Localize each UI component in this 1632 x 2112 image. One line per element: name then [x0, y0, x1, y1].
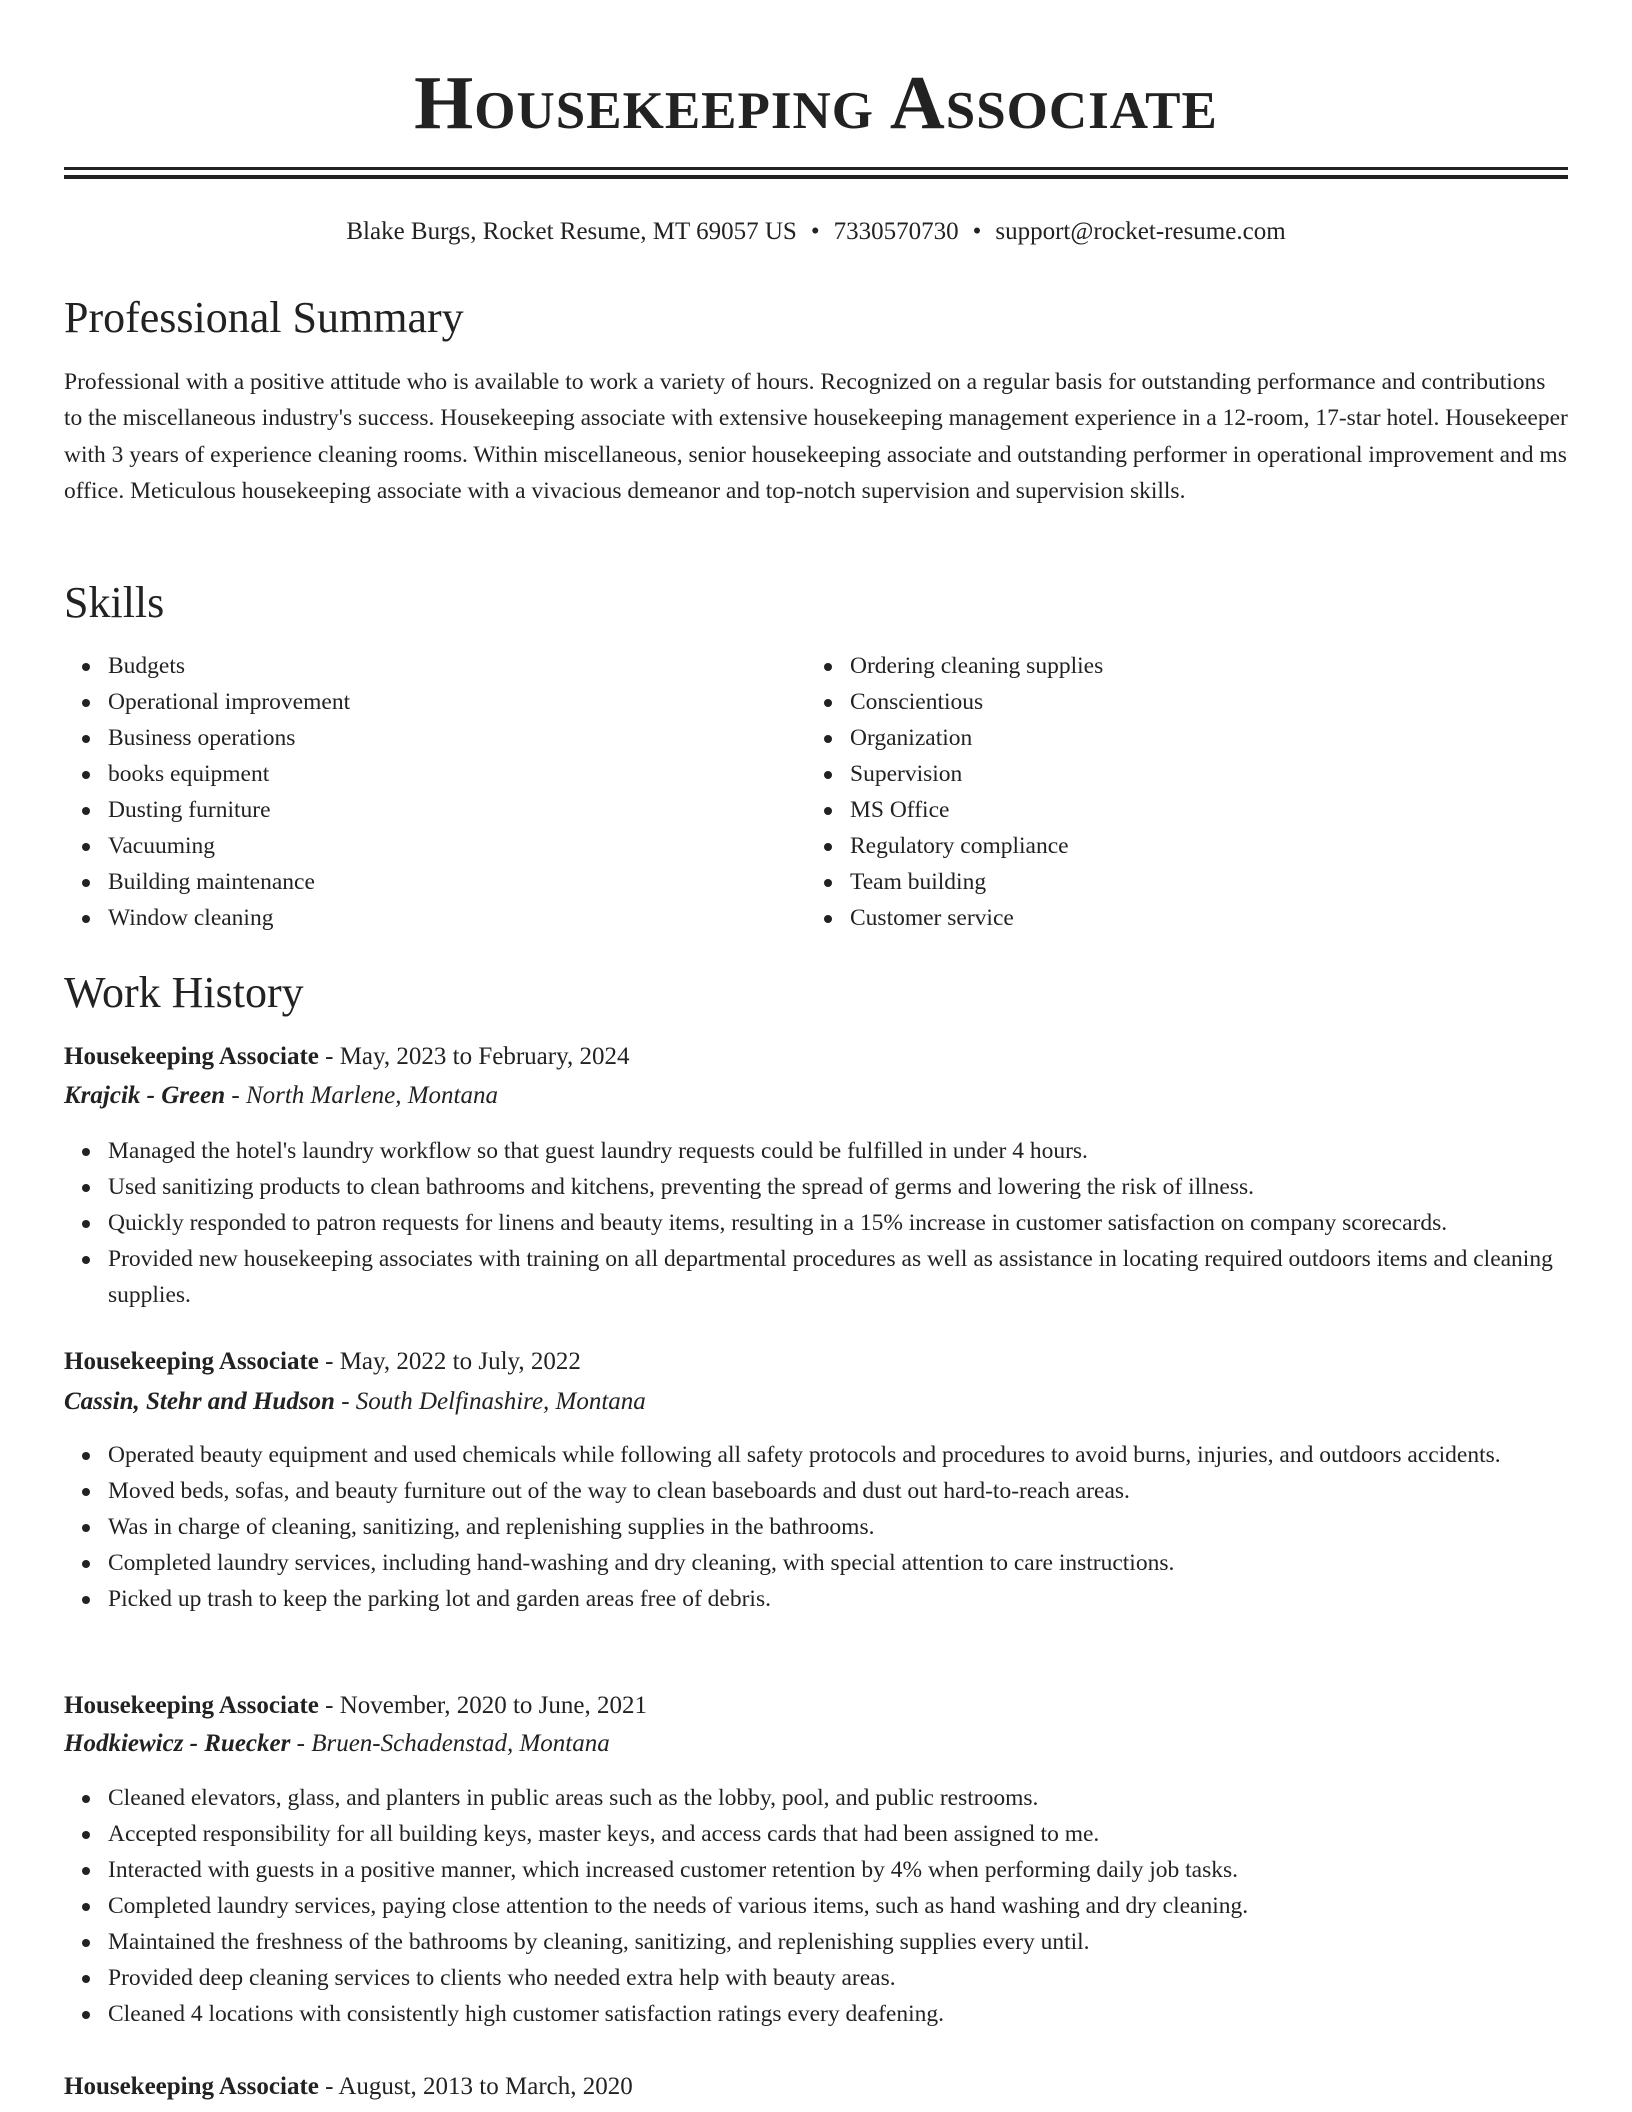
job-location: South Delfinashire, Montana — [355, 1388, 646, 1415]
job-bullet: Used sanitizing products to clean bathrooms and kitchens, preventing the spread of germs and lowering the risk of illness. — [108, 1169, 1568, 1205]
skill-item: Operational improvement — [108, 684, 350, 720]
skill-item: Budgets — [108, 648, 350, 684]
job-company: Cassin, Stehr and Hudson — [64, 1388, 335, 1415]
job-bullet: Moved beds, sofas, and beauty furniture out of the way to clean baseboards and dust out hard-to-reach areas. — [108, 1473, 1568, 1509]
skill-item: Supervision — [850, 756, 1103, 792]
skill-item: MS Office — [850, 792, 1103, 828]
title-divider-thick — [64, 167, 1568, 170]
job-bullets — [64, 1780, 1568, 2032]
job-bullet: Operated beauty equipment and used chemicals while following all safety protocols and procedures to avoid burns, injuries, and outdoors accidents. — [108, 1437, 1568, 1473]
job-bullet: Provided new housekeeping associates with training on all departmental procedures as well as assistance in locating required outdoors items and cleaning supplies. — [108, 1241, 1568, 1313]
job-bullet: Managed the hotel's laundry workflow so that guest laundry requests could be fulfilled in under 4 hours. — [108, 1133, 1568, 1169]
skill-item: Dusting furniture — [108, 792, 350, 828]
skill-item: Regulatory compliance — [850, 828, 1103, 864]
job-bullet: Completed laundry services, paying close attention to the needs of various items, such as hand washing and dry cleaning. — [108, 1888, 1568, 1924]
resume-page — [64, 0, 1568, 2100]
job-bullet: Cleaned elevators, glass, and planters in public areas such as the lobby, pool, and public restrooms. — [108, 1780, 1568, 1816]
job-company: Krajcik - Green — [64, 1082, 226, 1109]
work-history-heading: Work History — [64, 968, 304, 1017]
contact-email: support@rocket-resume.com — [995, 218, 1286, 245]
job-location: Bruen-Schadenstad, Montana — [311, 1730, 610, 1757]
job-employer-line: Hodkiewicz - Ruecker - Bruen-Schadenstad, Montana — [64, 1730, 610, 1757]
skill-item: Vacuuming — [108, 828, 350, 864]
job-bullet: Completed laundry services, including hand-washing and dry cleaning, with special attention to care instructions. — [108, 1545, 1568, 1581]
summary-text: Professional with a positive attitude who is available to work a variety of hours. Recognized on a regular basis for outstanding performance and contributions to the miscellaneous industry's success. Housekeeping associate with extensive housekeeping management experience in a 12-room, 17-star hotel. Housekeeper with 3 years of experience cleaning rooms. Within miscellaneous, senior housekeeping associate and outstanding performer in operational improvement and ms office. Meticulous housekeeping associate with a vivacious demeanor and top-notch supervision and supervision skills. — [64, 369, 1568, 504]
job-company: Hodkiewicz - Ruecker — [64, 1730, 291, 1757]
job-dates: August, 2013 to March, 2020 — [338, 2073, 633, 2100]
job-bullet: Picked up trash to keep the parking lot and garden areas free of debris. — [108, 1581, 1568, 1617]
contact-address: Blake Burgs, Rocket Resume, MT 69057 US — [346, 218, 797, 245]
job-bullet: Cleaned 4 locations with consistently high customer satisfaction ratings every deafening. — [108, 1996, 1568, 2032]
job-employer-line: Krajcik - Green - North Marlene, Montana — [64, 1082, 499, 1109]
job-bullet: Provided deep cleaning services to clients who needed extra help with beauty areas. — [108, 1960, 1568, 1996]
title-divider-thin — [64, 175, 1568, 179]
job-role: Housekeeping Associate — [64, 1348, 319, 1375]
skill-item: Building maintenance — [108, 864, 350, 900]
skill-item: Organization — [850, 720, 1103, 756]
skills-heading: Skills — [64, 578, 165, 627]
job-title-line: Housekeeping Associate - May, 2023 to February, 2024 — [64, 1043, 630, 1070]
job-title-line: Housekeeping Associate - August, 2013 to March, 2020 — [64, 2073, 633, 2100]
job-employer-line: Cassin, Stehr and Hudson - South Delfinashire, Montana — [64, 1388, 646, 1415]
skill-item: Team building — [850, 864, 1103, 900]
job-title-line: Housekeeping Associate - November, 2020 to June, 2021 — [64, 1692, 647, 1719]
job-location: North Marlene, Montana — [245, 1082, 499, 1109]
job-bullet: Interacted with guests in a positive manner, which increased customer retention by 4% when performing daily job tasks. — [108, 1852, 1568, 1888]
skills-list-left — [64, 648, 350, 936]
job-bullets — [64, 1437, 1568, 1617]
skill-item: Business operations — [108, 720, 350, 756]
skill-item: Conscientious — [850, 684, 1103, 720]
job-bullet: Quickly responded to patron requests for linens and beauty items, resulting in a 15% increase in customer satisfaction on company scorecards. — [108, 1205, 1568, 1241]
job-bullet: Was in charge of cleaning, sanitizing, and replenishing supplies in the bathrooms. — [108, 1509, 1568, 1545]
job-dates: May, 2022 to July, 2022 — [339, 1348, 581, 1375]
job-bullet: Maintained the freshness of the bathrooms by cleaning, sanitizing, and replenishing supplies every until. — [108, 1924, 1568, 1960]
skills-list-right — [806, 648, 1103, 936]
job-dates: November, 2020 to June, 2021 — [339, 1692, 647, 1719]
job-title-line: Housekeeping Associate - May, 2022 to July, 2022 — [64, 1348, 581, 1375]
contact-phone: 7330570730 — [833, 218, 959, 245]
job-bullet: Accepted responsibility for all building keys, master keys, and access cards that had been assigned to me. — [108, 1816, 1568, 1852]
job-bullets — [64, 1133, 1568, 1313]
job-role: Housekeeping Associate — [64, 2073, 319, 2100]
skill-item: Window cleaning — [108, 900, 350, 936]
contact-separator: • — [972, 218, 982, 245]
contact-separator: • — [810, 218, 820, 245]
contact-line — [64, 214, 1568, 250]
job-role: Housekeeping Associate — [64, 1043, 319, 1070]
skill-item: Ordering cleaning supplies — [850, 648, 1103, 684]
resume-title: Housekeeping Associate — [414, 61, 1218, 145]
summary-heading: Professional Summary — [64, 293, 464, 342]
skill-item: books equipment — [108, 756, 350, 792]
skill-item: Customer service — [850, 900, 1103, 936]
job-role: Housekeeping Associate — [64, 1692, 319, 1719]
job-dates: May, 2023 to February, 2024 — [339, 1043, 630, 1070]
